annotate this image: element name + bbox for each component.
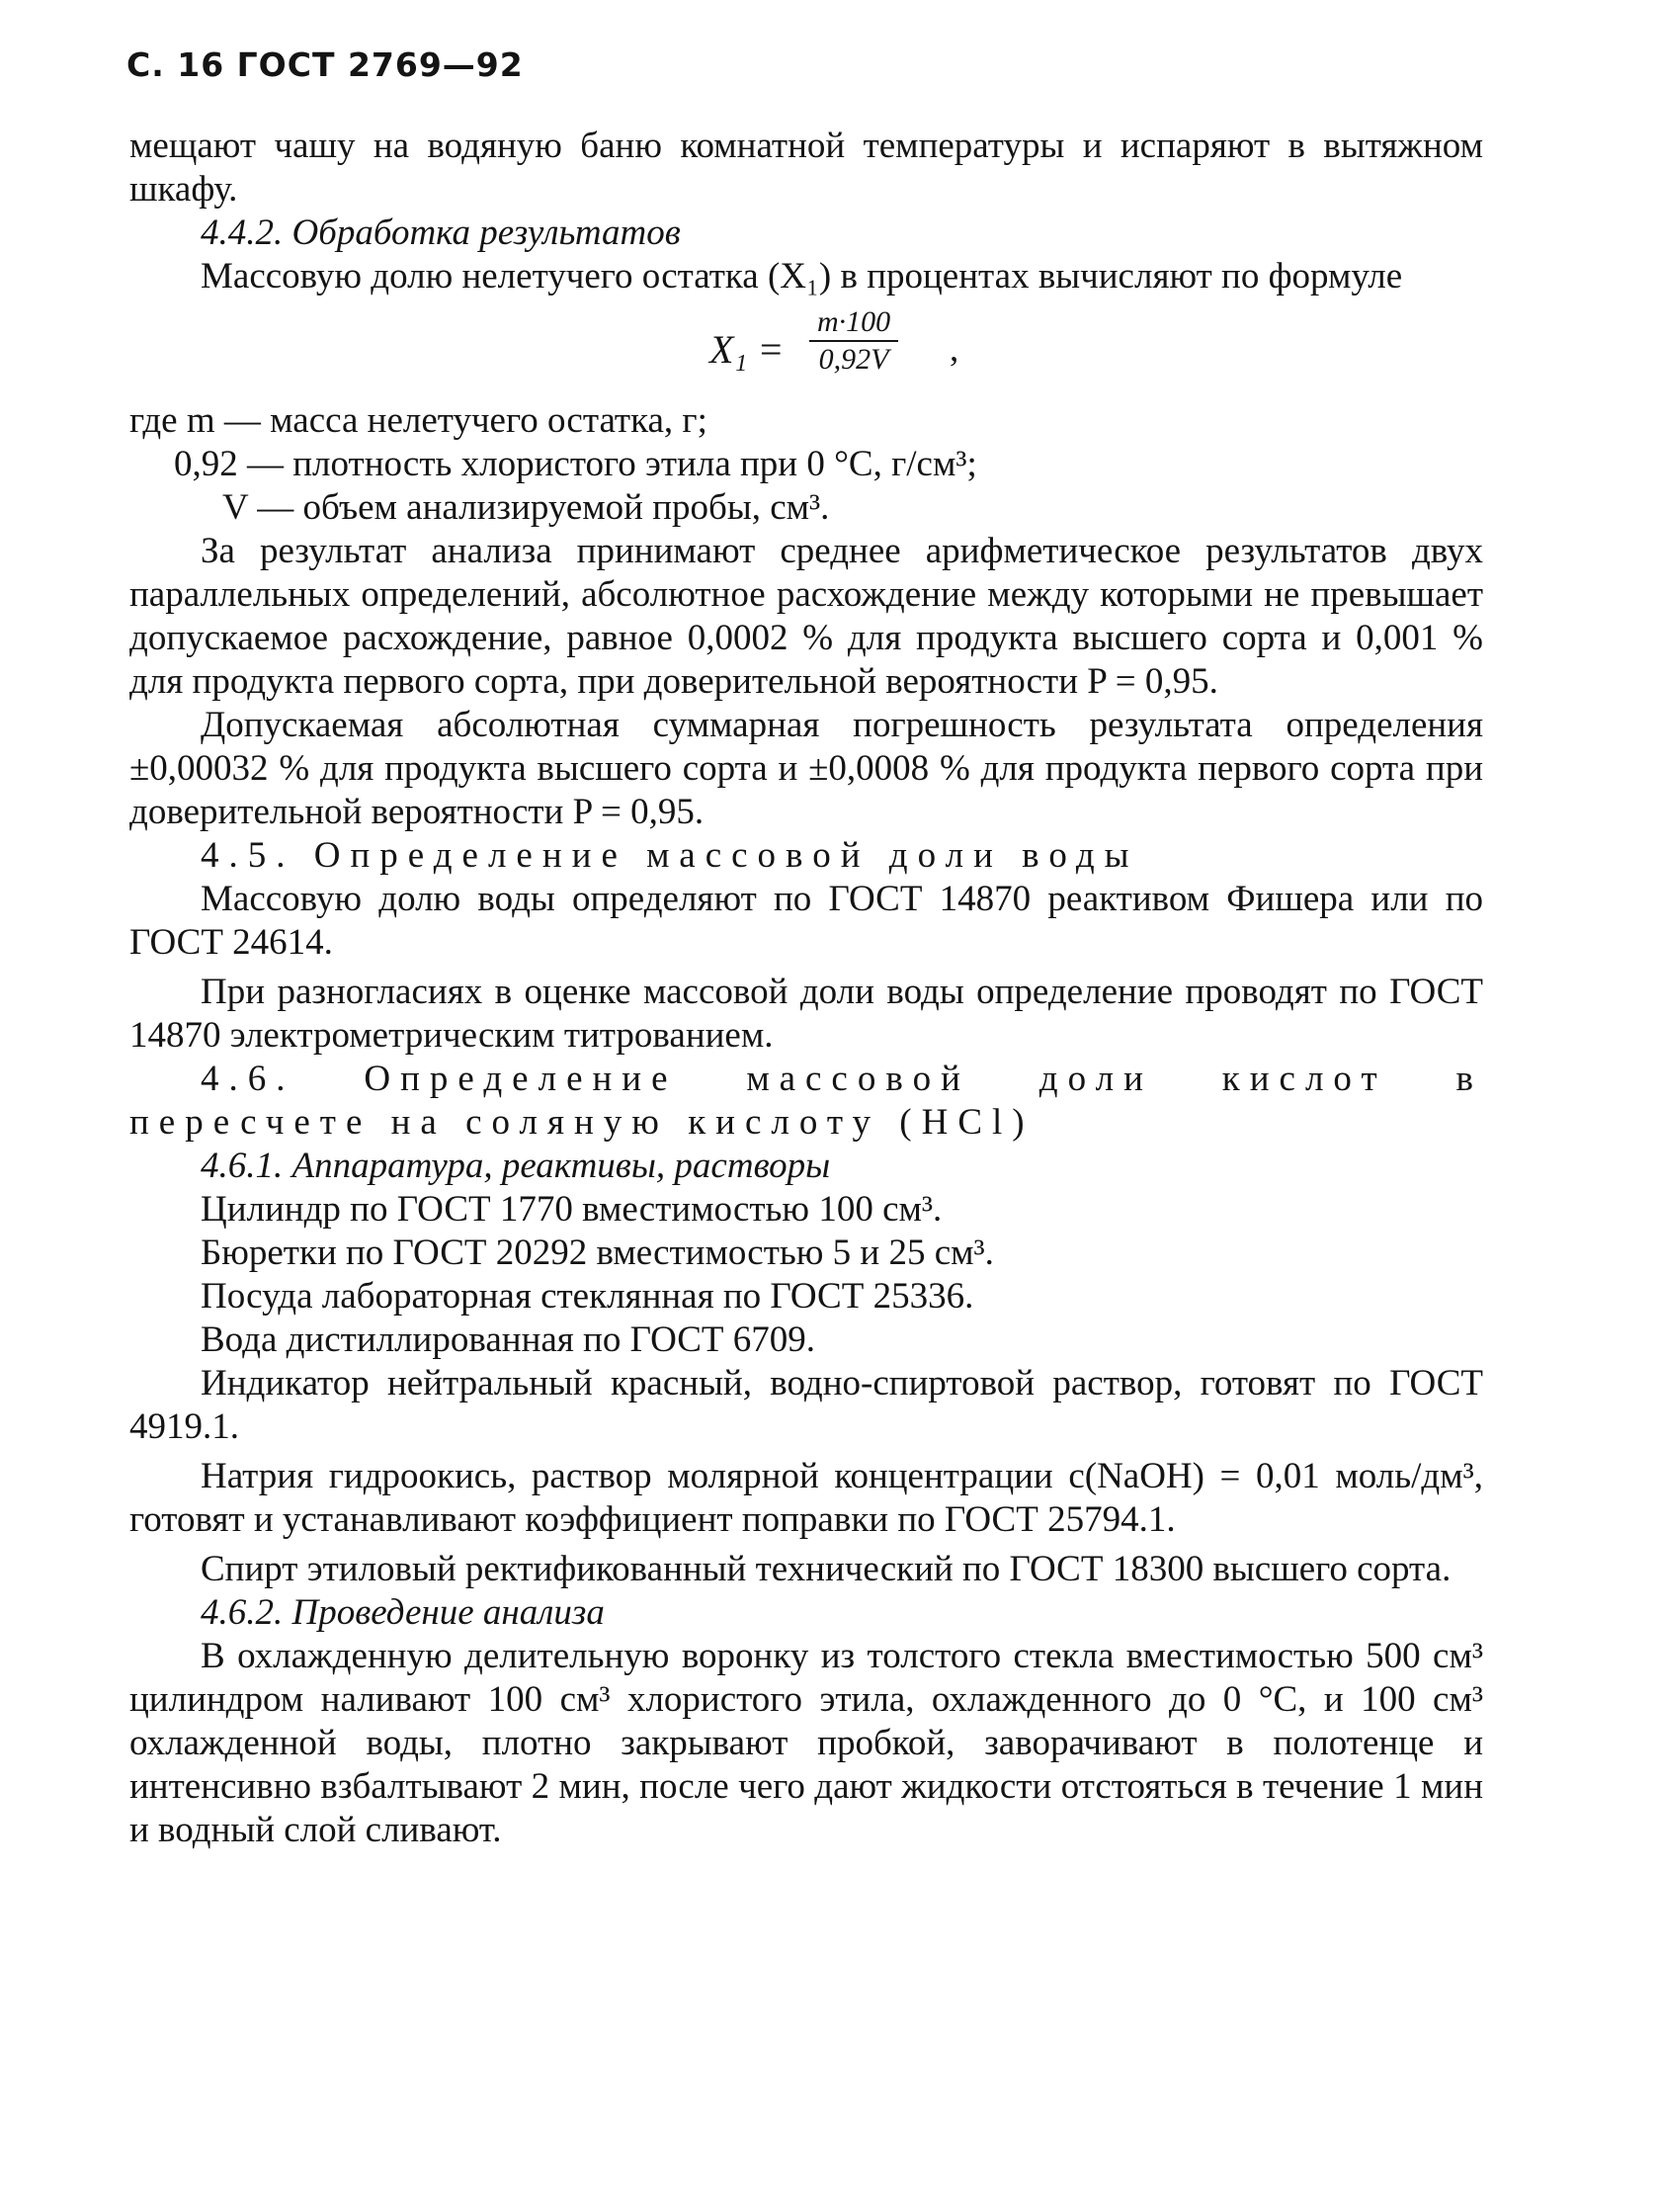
formula-denominator: 0,92V (809, 340, 898, 378)
result-paragraph: За результат анализа принимают среднее арифметическое результатов двух параллельных определений, абсолютное расхождение между которыми не превышает допускаемое расхождение, равное 0,0002 % для продукта высшего сорта и 0,001 % для продукта первого сорта, при доверительной вероятности P = 0,95. (129, 531, 1483, 702)
formula-lhs: X₁ = (709, 327, 785, 372)
formula-fraction (809, 304, 898, 378)
section-4-6-title: 4.6. Определение массовой доли кислот в пересчете на соляную кислоту (HCl) (129, 1059, 1483, 1143)
list-item: Индикатор нейтральный красный, водно-спиртовой раствор, готовят по ГОСТ 4919.1. (129, 1363, 1483, 1447)
list-item: Спирт этиловый ректификованный технический по ГОСТ 18300 высшего сорта. (201, 1549, 1452, 1589)
page-header: С. 16 ГОСТ 2769—92 (126, 45, 524, 84)
list-item: Бюретки по ГОСТ 20292 вместимостью 5 и 25 см³. (201, 1233, 994, 1273)
error-paragraph: Допускаемая абсолютная суммарная погрешность результата определения ±0,00032 % для продукта высшего сорта и ±0,0008 % для продукта первого сорта при доверительной вероятности P = 0,95. (129, 705, 1483, 832)
formula-x1 (129, 302, 1483, 399)
where-m-definition: где m — масса нелетучего остатка, г; (129, 400, 707, 441)
section-4-5-paragraph-1: Массовую долю воды определяют по ГОСТ 14870 реактивом Фишера или по ГОСТ 24614. (129, 879, 1483, 963)
formula-comma: , (950, 329, 959, 370)
where-density-definition: 0,92 — плотность хлористого этила при 0 °С, г/см³; (174, 444, 977, 484)
section-4-5-paragraph-2: При разногласиях в оценке массовой доли воды определение проводят по ГОСТ 14870 электрометрическим титрованием. (129, 972, 1483, 1056)
section-4-5-title: 4.5. Определение массовой доли воды (201, 835, 1139, 876)
formula-numerator: m·100 (817, 305, 891, 338)
list-item: Цилиндр по ГОСТ 1770 вместимостью 100 см³. (201, 1189, 943, 1230)
section-4-4-2-text: Массовую долю нелетучего остатка (X₁) в процентах вычисляют по формуле (201, 256, 1403, 297)
page-body (129, 125, 1483, 1852)
intro-paragraph: мещают чашу на водяную баню комнатной температуры и испаряют в вытяжном шкафу. (129, 126, 1483, 210)
section-4-6-2-title: 4.6.2. Проведение анализа (201, 1592, 605, 1633)
list-item: Посуда лабораторная стеклянная по ГОСТ 25336. (201, 1276, 974, 1317)
where-v-definition: V — объем анализируемой пробы, см³. (222, 487, 830, 528)
section-4-4-2-title: 4.4.2. Обработка результатов (201, 213, 681, 253)
list-item: Натрия гидроокись, раствор молярной концентрации c(NaOH) = 0,01 моль/дм³, готовят и устанавливают коэффициент поправки по ГОСТ 25794.1. (129, 1456, 1483, 1540)
section-4-6-1-title: 4.6.1. Аппаратура, реактивы, растворы (201, 1146, 831, 1186)
list-item: Вода дистиллированная по ГОСТ 6709. (201, 1319, 816, 1360)
section-4-6-2-text: В охлажденную делительную воронку из толстого стекла вместимостью 500 см³ цилиндром наливают 100 см³ хлористого этила, охлажденного до 0 °С, и 100 см³ охлажденной воды, плотно закрывают пробкой, заворачивают в полотенце и интенсивно взбалтывают 2 мин, после чего дают жидкости отстояться в течение 1 мин и водный слой сливают. (129, 1636, 1483, 1850)
